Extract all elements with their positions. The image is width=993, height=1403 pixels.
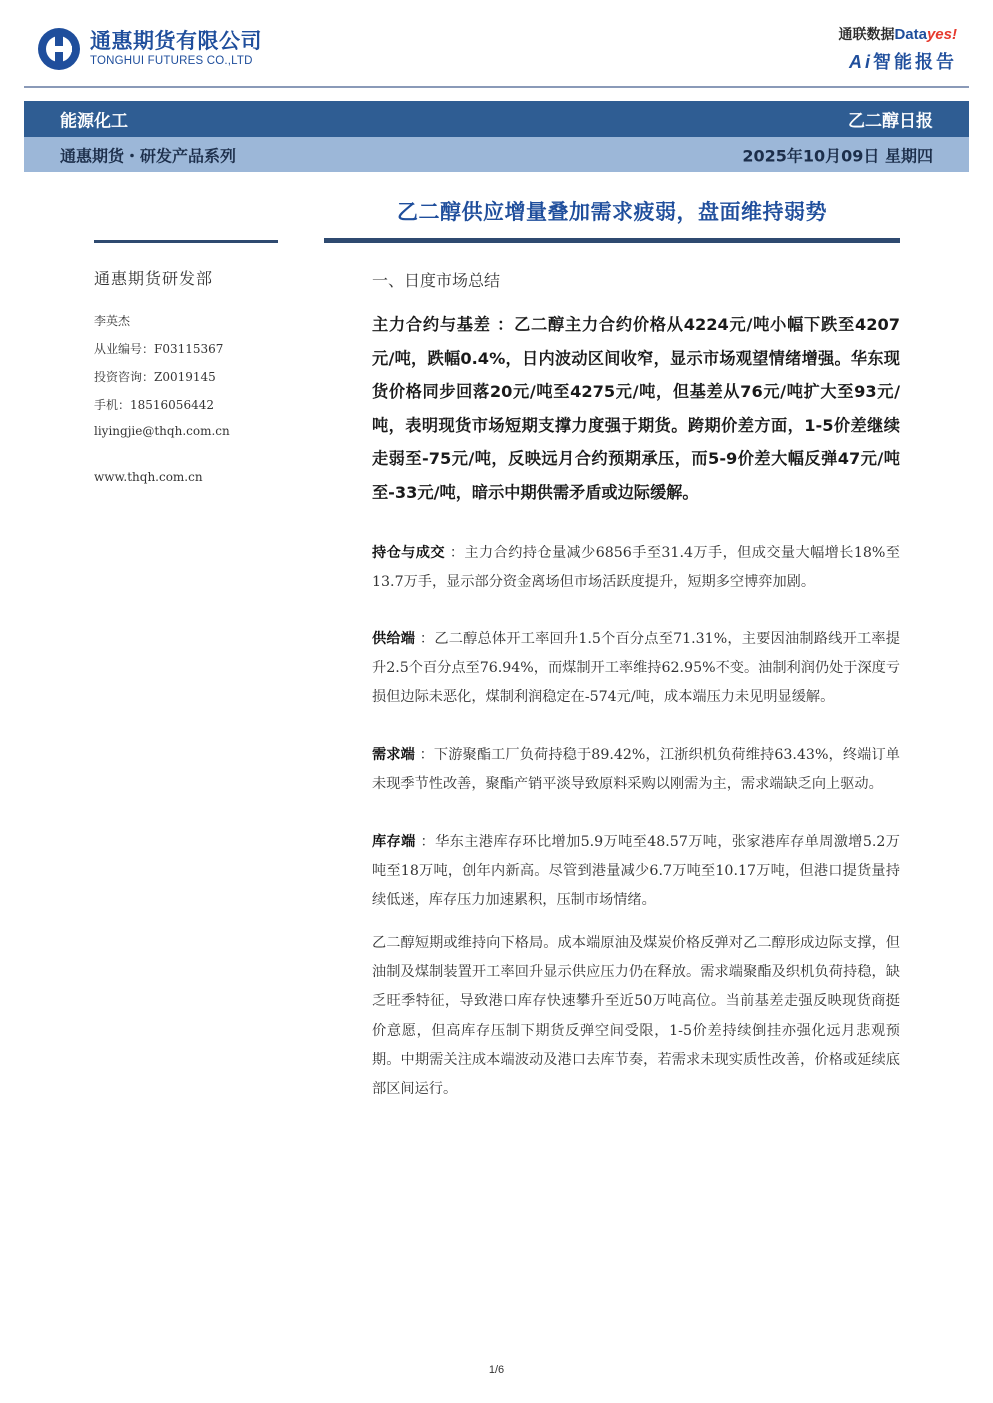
position-paragraph [372,539,900,597]
partner-brand-suffix: yes! [926,26,957,43]
series-bar [24,137,969,172]
partner-logo [838,24,957,74]
company-logo-icon [36,26,82,72]
header-divider [24,86,969,88]
analyst-name: 李英杰 [94,314,131,328]
company-name-en: TONGHUI FUTURES CO.,LTD [90,54,253,67]
series-label: 通惠期货・研发产品系列 [60,146,237,165]
supply-label: 供给端 [372,631,416,647]
company-name-cn: 通惠期货有限公司 [90,28,262,53]
category-bar [24,101,969,137]
ai-mark-icon: Ai [849,52,873,72]
lead-paragraph: 主力合约与基差 ：乙二醇主力合约价格从4224元/吨小幅下跌至4207元/吨，跌幅0.4%，日内波动区间收窄，显示市场观望情绪增强。华东现货价格同步回落20元/吨至4275元/吨，但基差从76元/吨扩大至93元/吨，表明现货市场短期支撑力度强于期货。跨期价差方面，1-5价差继续走弱至-75元/吨，反映远月合约预期承压，而5-9价差大幅反弹47元/吨至-33元/吨，暗示中期供需矛盾或边际缓解。 [372,315,900,502]
position-label: 持仓与成交 [372,545,445,561]
report-title: 乙二醇供应增量叠加需求疲弱，盘面维持弱势 [397,200,827,224]
company-logo [36,24,262,74]
supply-text: ：乙二醇总体开工率回升1.5个百分点至71.31%，主要因油制路线开工率提升2.5个百分点至76.94%，而煤制开工率维持62.95%不变。油制利润仍处于深度亏损但边际未恶化，煤制利润稳定在-574元/吨，成本端压力未见明显缓解。 [372,631,901,706]
ai-report-label: 智能报告 [873,52,957,73]
demand-text: ：下游聚酯工厂负荷持稳于89.42%，江浙织机负荷维持63.43%，终端订单未现季节性改善，聚酯产销平淡导致原料采购以刚需为主，需求端缺乏向上驱动。 [372,747,900,793]
position-text: ：主力合约持仓量减少6856手至31.4万手，但成交量大幅增长18%至13.7万手，显示部分资金离场但市场活跃度提升，短期多空博弈加剧。 [372,545,900,591]
summary-paragraph: 乙二醇短期或维持向下格局。成本端原油及煤炭价格反弹对乙二醇形成边际支撑，但油制及煤制装置开工率回升显示供应压力仍在释放。需求端聚酯及织机负荷持稳，缺乏旺季特征，导致港口库存快速攀升至近50万吨高位。当前基差走强反映现货商挺价意愿，但高库存压制下期货反弹空间受限，1-5价差持续倒挂亦强化远月悲观预期。中期需关注成本端波动及港口去库节奏，若需求未现实质性改善，价格或延续底部区间运行。 [372,935,900,1098]
demand-label: 需求端 [372,747,415,763]
report-date: 2025年10月09日 星期四 [742,146,933,165]
supply-paragraph [372,625,900,713]
partner-brand: Data [894,26,927,43]
title-divider [324,238,900,243]
department-name: 通惠期货研发部 [94,269,214,288]
inventory-text: ：华东主港库存环比增加5.9万吨至48.57万吨，张家港库存单周激增5.2万吨至18万吨，创年内新高。尽管到港量减少6.7万吨至10.17万吨，但港口提货量持续低迷，库存压力加速累积，压制市场情绪。 [372,834,900,909]
partner-prefix: 通联数据 [838,27,895,43]
report-type-label: 乙二醇日报 [848,111,933,132]
demand-paragraph [372,741,900,799]
inventory-paragraph [372,828,900,916]
license-number: 从业编号：F03115367 [94,342,224,356]
page-number: 1/6 [488,1364,505,1376]
phone-number: 手机：18516056442 [94,398,214,412]
advisory-number: 投资咨询：Z0019145 [94,370,216,384]
inventory-label: 库存端 [372,834,416,850]
author-sidebar [94,266,294,484]
section-heading: 一、日度市场总结 [372,271,501,290]
website-link[interactable]: www.thqh.com.cn [94,470,203,484]
email-link[interactable]: liyingjie@thqh.com.cn [94,424,230,438]
category-label: 能源化工 [60,111,128,132]
sidebar-divider [94,240,278,243]
